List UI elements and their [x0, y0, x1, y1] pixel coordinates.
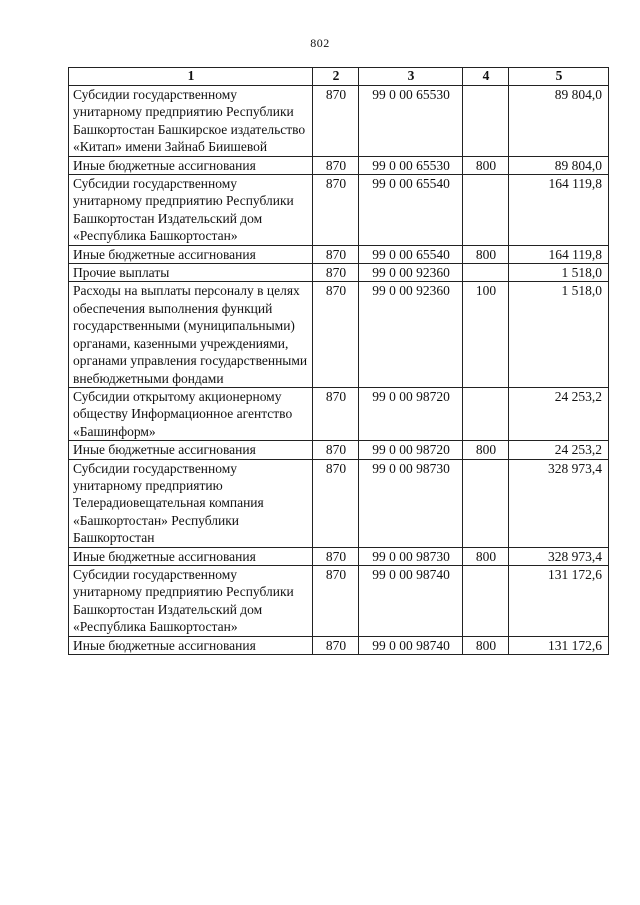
- row-sum-cell: 131 172,6: [509, 565, 609, 636]
- row-article-code-cell: 99 0 00 65530: [359, 86, 463, 157]
- row-sum-cell: 328 973,4: [509, 547, 609, 565]
- row-expense-type-cell: 800: [463, 547, 509, 565]
- row-article-code-cell: 99 0 00 98720: [359, 441, 463, 459]
- row-sum-cell: 131 172,6: [509, 636, 609, 654]
- row-article-code-cell: 99 0 00 92360: [359, 282, 463, 387]
- row-admin-code-cell: 870: [313, 636, 359, 654]
- header-row: [69, 68, 609, 86]
- row-admin-code-cell: 870: [313, 264, 359, 282]
- row-name-cell: Субсидии государственному унитарному предприятию Республики Башкортостан Издательский дом «Республика Башкортостан»: [69, 175, 313, 246]
- row-expense-type-cell: 100: [463, 282, 509, 387]
- row-article-code-cell: 99 0 00 92360: [359, 264, 463, 282]
- row-article-code-cell: 99 0 00 65540: [359, 175, 463, 246]
- table-row: [69, 245, 609, 263]
- row-article-code-cell: 99 0 00 98730: [359, 459, 463, 547]
- row-article-code-cell: 99 0 00 98720: [359, 387, 463, 440]
- row-admin-code-cell: 870: [313, 86, 359, 157]
- column-header-sum: 5: [509, 68, 609, 86]
- row-admin-code-cell: 870: [313, 282, 359, 387]
- row-article-code-cell: 99 0 00 98740: [359, 565, 463, 636]
- row-sum-cell: 164 119,8: [509, 175, 609, 246]
- row-name-cell: Иные бюджетные ассигнования: [69, 636, 313, 654]
- row-expense-type-cell: [463, 387, 509, 440]
- table-body: [69, 86, 609, 655]
- row-admin-code-cell: 870: [313, 565, 359, 636]
- row-name-cell: Иные бюджетные ассигнования: [69, 156, 313, 174]
- row-article-code-cell: 99 0 00 98730: [359, 547, 463, 565]
- row-sum-cell: 24 253,2: [509, 387, 609, 440]
- row-admin-code-cell: 870: [313, 547, 359, 565]
- row-name-cell: Субсидии государственному унитарному предприятию Республики Башкортостан Издательский дом «Республика Башкортостан»: [69, 565, 313, 636]
- page-number: 802: [310, 36, 330, 50]
- table-header: [69, 68, 609, 86]
- row-sum-cell: 89 804,0: [509, 156, 609, 174]
- row-expense-type-cell: [463, 459, 509, 547]
- table-row: [69, 636, 609, 654]
- column-header-admin: 2: [313, 68, 359, 86]
- row-expense-type-cell: [463, 175, 509, 246]
- row-sum-cell: 164 119,8: [509, 245, 609, 263]
- table-row: [69, 547, 609, 565]
- table-row: [69, 282, 609, 387]
- row-expense-type-cell: 800: [463, 636, 509, 654]
- row-name-cell: Иные бюджетные ассигнования: [69, 245, 313, 263]
- table-row: [69, 565, 609, 636]
- table-row: [69, 86, 609, 157]
- row-name-cell: Субсидии государственному унитарному предприятию Телерадиовещательная компания «Башкортостан» Республики Башкортостан: [69, 459, 313, 547]
- row-name-cell: Расходы на выплаты персоналу в целях обеспечения выполнения функций государственными (муниципальными) органами, казенными учреждениями, органами управления государственными внебюджетными фондами: [69, 282, 313, 387]
- table-row: [69, 459, 609, 547]
- row-article-code-cell: 99 0 00 98740: [359, 636, 463, 654]
- row-admin-code-cell: 870: [313, 441, 359, 459]
- row-name-cell: Субсидии государственному унитарному предприятию Республики Башкортостан Башкирское издательство «Китап» имени Зайнаб Биишевой: [69, 86, 313, 157]
- column-header-article: 3: [359, 68, 463, 86]
- row-sum-cell: 24 253,2: [509, 441, 609, 459]
- row-expense-type-cell: 800: [463, 245, 509, 263]
- row-admin-code-cell: 870: [313, 245, 359, 263]
- row-name-cell: Прочие выплаты: [69, 264, 313, 282]
- row-expense-type-cell: 800: [463, 441, 509, 459]
- row-admin-code-cell: 870: [313, 175, 359, 246]
- row-expense-type-cell: [463, 86, 509, 157]
- table-row: [69, 441, 609, 459]
- table-row: [69, 175, 609, 246]
- row-sum-cell: 89 804,0: [509, 86, 609, 157]
- row-admin-code-cell: 870: [313, 156, 359, 174]
- row-name-cell: Иные бюджетные ассигнования: [69, 547, 313, 565]
- row-article-code-cell: 99 0 00 65530: [359, 156, 463, 174]
- row-name-cell: Иные бюджетные ассигнования: [69, 441, 313, 459]
- row-sum-cell: 1 518,0: [509, 282, 609, 387]
- row-admin-code-cell: 870: [313, 387, 359, 440]
- column-header-type: 4: [463, 68, 509, 86]
- table-row: [69, 387, 609, 440]
- row-sum-cell: 328 973,4: [509, 459, 609, 547]
- row-admin-code-cell: 870: [313, 459, 359, 547]
- budget-table: [68, 67, 609, 655]
- row-expense-type-cell: 800: [463, 156, 509, 174]
- table-row: [69, 156, 609, 174]
- row-expense-type-cell: [463, 264, 509, 282]
- row-article-code-cell: 99 0 00 65540: [359, 245, 463, 263]
- row-sum-cell: 1 518,0: [509, 264, 609, 282]
- table-row: [69, 264, 609, 282]
- row-name-cell: Субсидии открытому акционерному обществу Информационное агентство «Башинформ»: [69, 387, 313, 440]
- row-expense-type-cell: [463, 565, 509, 636]
- column-header-name: 1: [69, 68, 313, 86]
